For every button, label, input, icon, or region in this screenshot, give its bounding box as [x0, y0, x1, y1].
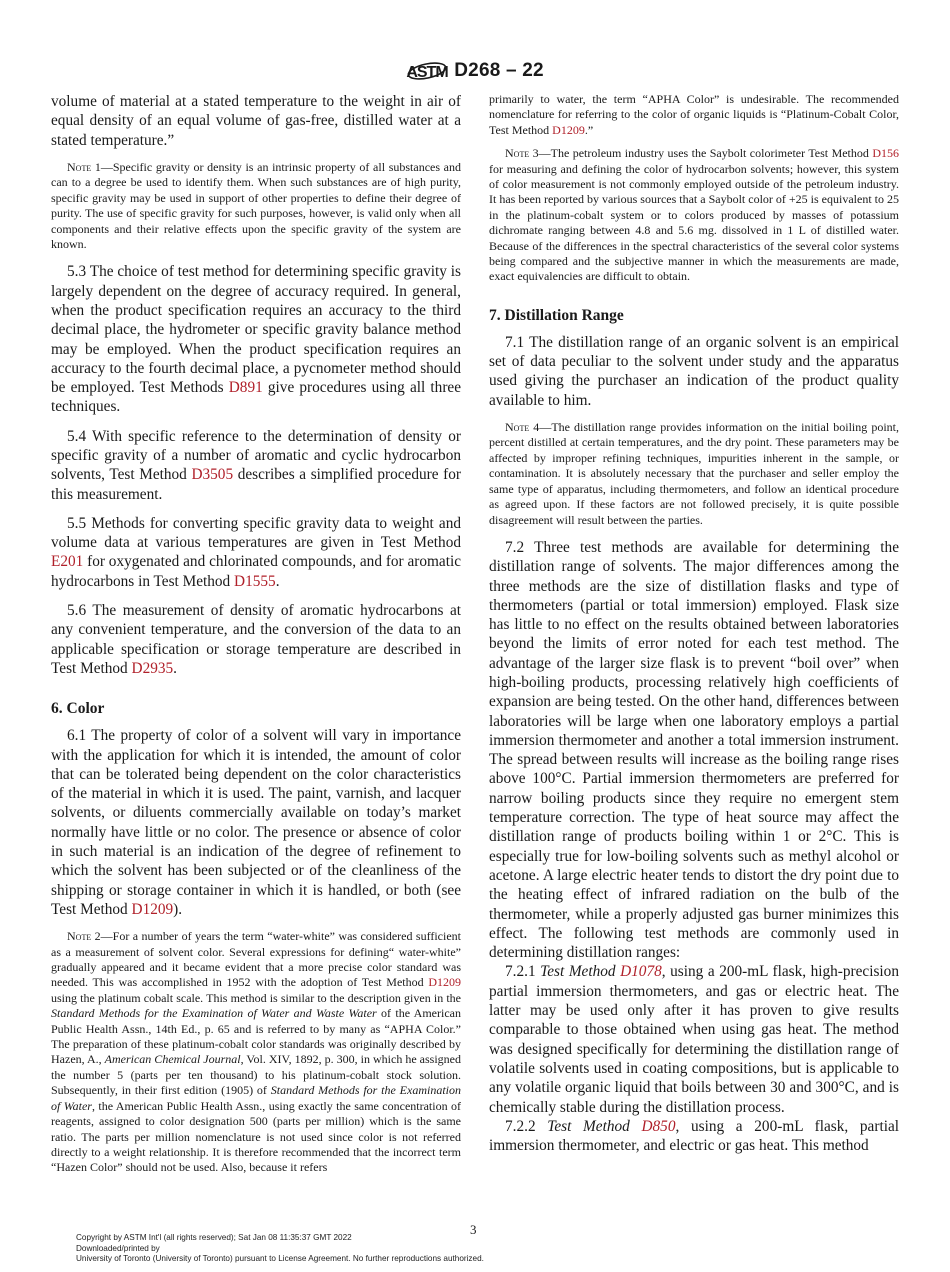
note-label: Note 4: [505, 420, 540, 435]
note-1: Note 1—Specific gravity or density is an intrinsic property of all substances and can to a degree be used to identify them. When such substances are of high purity, specific gravity may be used in support of other properties to define their degree of purity. The use of specific gravity for such purposes, however, is valid only when all components and their relative effects upon the specific gravity of the system are known.: [51, 159, 461, 251]
link-d156[interactable]: D156: [872, 146, 899, 161]
section-7-heading: 7. Distillation Range: [489, 306, 624, 324]
note-2: Note 2—For a number of years the term “water-white” was considered sufficient as a measurement of solvent color. Several expressions for defining“ water-white” gradually appeared and it became evident that a more precise color standard was needed. This was accomplished in 1952 with the adoption of Test Method D1209 using the platinum cobalt scale. This method is similar to the description given in the Standard Methods for the Examination of Water and Waste Water of the American Public Health Assn., 14th Ed., p. 65 and is referred to by many as “APHA Color.” The preparation of these platinum-cobalt color standards was originally described by Hazen, A., American Chemical Journal, Vol. XIV, 1892, p. 300, in which he assigned the number 5 (parts per ten thousand) to his platinum-cobalt stock solution. Subsequently, in their first edition (1905) of Standard Methods for the Examination of Water, the American Public Health Assn., using exactly the same concentration of reagents, assigned to color designation 500 (parts per million) which is the same ratio. The parts per million nomenclature is not used since color is not referred directly to a weight relationship. It is therefore recommended that the incorrect term “Hazen Color” should not be used. Also, because it refers: [51, 929, 462, 1175]
note-label: Note 1: [67, 159, 101, 174]
footer-copyright-line: Copyright by ASTM Int'l (all rights reserved); Sat Jan 08 11:35:37 GMT 2022: [76, 1233, 352, 1242]
page-header: [0, 56, 950, 86]
link-d850[interactable]: D850: [641, 1117, 676, 1135]
link-d1555[interactable]: D1555: [234, 572, 276, 590]
note-label: Note 2: [67, 929, 101, 944]
section-7-2: 7.2 Three test methods are available for determining the distillation range of solvents. The major differences among the three methods are the size of distillation flasks and type of thermometers (partial or total immersion) employed. Flask size has little to no effect on the results obtained between laboratories beyond the limits of error noted for each test method. The advantage of the larger size flask is to prevent “boil over” when high-boiling products, processing relatively high coefficients of expansion are being tested. On the other hand, differences between laboratories will be large when one laboratory employs a partial immersion thermometer and another a total immersion instrument. The spread between results will increase as the boiling range rises above 100°C. Partial immersion thermometers are preferred for narrow boiling products since they require no emergent stem temperature correction. The type of heat source may affect the distillation range of products boiling within 1 or 2°C. This is especially true for low-boiling solvents such as methyl alcohol or acetone. A large electric heater tends to distort the dry point due to the heating effect of infrared radiation on the bulb of the thermometer, while a properly adjusted gas burner minimizes this effect. The following test methods are commonly used in determining distillation ranges:: [489, 538, 899, 962]
link-e201[interactable]: E201: [51, 553, 84, 571]
link-d1209[interactable]: D1209: [131, 900, 174, 918]
section-7-2-2: 7.2.2 Test Method D850, using a 200-mL flask, partial immersion thermometer, and electric or gas heat. This method: [489, 1117, 899, 1155]
note-label: Note 3: [505, 146, 539, 161]
link-d1209[interactable]: D1209: [428, 975, 461, 990]
right-column: [489, 92, 899, 1155]
section-5-5: 5.5 Methods for converting specific gravity data to weight and volume data at various temperatures are given in Test Method E201 for oxygenated and chlorinated compounds, and for aromatic hydrocarbons in Test Method D1555.: [51, 514, 461, 590]
copyright-footer: [76, 1233, 484, 1265]
note-3: Note 3—The petroleum industry uses the Saybolt colorimeter Test Method D156 for measuring and defining the color of hydrocarbon solvents; however, this system of color measurement is not commonly employed outside of the petroleum industry. It has been reported by various sources that a Saybolt color of +25 is equivalent to 25 in the platinum-cobalt system or to colors produced by masses of potassium dichromate ranging between 4.8 and 5.6 mg. dissolved in 1 L of distilled water. Because of the differences in the spectral characteristics of the several color systems being compared and the subjective manner in which the measurements are made, exact equivalencies are difficult to obtain.: [489, 146, 899, 284]
section-6-1: 6.1 The property of color of a solvent will vary in importance with the application for which it is intended, the amount of color that can be tolerated being dependent on the color characteristics of the material in which it is used. The paint, varnish, and lacquer solvents, or diluents commercially available on today’s market normally have little or no color. The presence or absence of color in such material is an indication of the degree of refinement to which the solvent has been subjected or of the cleanliness of the shipping or storage container in which it is handled, or both (see Test Method D1209).: [51, 727, 461, 918]
section-5-6: 5.6 The measurement of density of aromatic hydrocarbons at any convenient temperature, and the conversion of the data to an applicable specification or storage temperature are described in Test Method D2935.: [51, 602, 461, 677]
section-7-2-1: 7.2.1 Test Method D1078, using a 200-mL flask, high-precision partial immersion thermometers, and gas or electric heat. The latter may be used only after it has proven to give results comparable to those obtained when using gas heat. The method was designed specifically for determining the distillation range of volatile solvents used in coating compositions, but is applicable to any volatile organic liquid that boils between 30 and 300°C, and is chemically stable during the distillation process.: [489, 963, 899, 1116]
footer-downloaded-line: Downloaded/printed by: [76, 1243, 160, 1253]
section-6-heading: 6. Color: [51, 700, 105, 718]
section-7-1: 7.1 The distillation range of an organic solvent is an empirical set of data peculiar to the solvent under study and the apparatus used giving the purchaser an indication of the product quality available to him.: [489, 333, 899, 409]
section-5-4: 5.4 With specific reference to the determination of density or specific gravity of a number of aromatic and cyclic hydrocarbon solvents, Test Method D3505 describes a simplified procedure for this measurement.: [51, 427, 461, 503]
note-2-continued: primarily to water, the term “APHA Color” is undesirable. The recommended nomenclature for referring to the color of organic liquids is “Platinum-Cobalt Color, Test Method D1209.”: [489, 92, 899, 137]
page-number: 3: [470, 1222, 477, 1237]
link-d1209[interactable]: D1209: [552, 122, 585, 137]
note-4: Note 4—The distillation range provides information on the initial boiling point, percent distilled at certain temperatures, and the dry point. These parameters may be affected by improper refining techniques, impurities inherent in the sample, or contamination. It is absolutely necessary that the purchaser and seller employ the same type of apparatus, including thermometers, and follow an identical procedure as agreed upon. If these factors are not followed precisely, it is quite possible disagreement will result between the parties.: [489, 420, 900, 527]
document-id: D268 – 22: [454, 60, 544, 81]
astm-logo-icon: [406, 56, 448, 86]
link-d1078[interactable]: D1078: [620, 963, 662, 981]
section-5-3: 5.3 The choice of test method for determining specific gravity is largely dependent on the degree of accuracy required. In general, when the product specification requires an accuracy to the third decimal place, the hydrometer or specific gravity balance method may be employed. When the product specification requires an accuracy to the fourth decimal place, a pycnometer method should be employed. Test Methods D891 give procedures using all three techniques.: [51, 263, 461, 416]
link-d2935[interactable]: D2935: [131, 659, 174, 677]
svg-text:ASTM: ASTM: [406, 64, 448, 81]
link-d891[interactable]: D891: [228, 379, 263, 397]
link-d3505[interactable]: D3505: [191, 466, 234, 484]
left-column: [51, 92, 461, 1176]
footer-license-line: University of Toronto (University of Toronto) pursuant to License Agreement. No further reproductions authorized.: [76, 1254, 484, 1264]
paragraph-continued: volume of material at a stated temperature to the weight in air of equal density of an equal volume of gas-free, distilled water at a stated temperature.”: [51, 93, 461, 149]
